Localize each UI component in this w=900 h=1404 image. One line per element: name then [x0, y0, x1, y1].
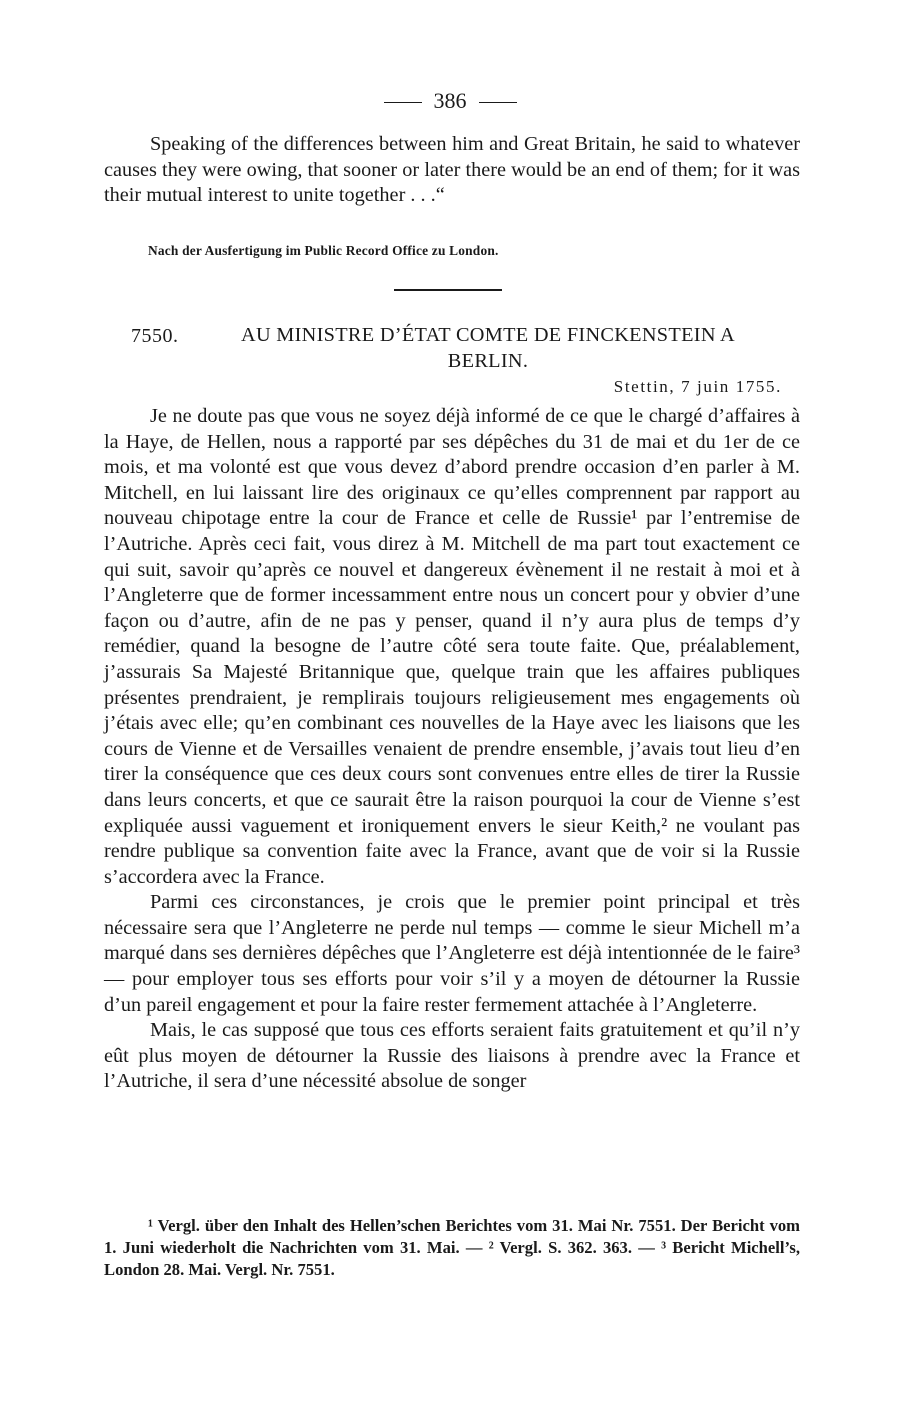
dateline: Stettin, 7 juin 1755. — [613, 377, 782, 396]
source-note: Nach der Ausfertigung im Public Record Office zu London. — [148, 243, 499, 258]
document-number: 7550. — [131, 325, 179, 347]
opening-block — [104, 132, 800, 209]
letter-paragraph-1: Je ne doute pas que vous ne soyez déjà informé de ce que le chargé d’affaires à la Haye, de Hellen, nous a rapporté par ses dépêches du 31 de mai et du 1er de ce mois, et ma volonté est que vous devez d’abord prendre occasion d’en parler à M. Mitchell, en lui laissant lire des originaux ce qu’elles comprennent par rapport au nouveau chipotage entre la cour de France et celle de Russie¹ par l’entremise de l’Autriche. Après ceci fait, vous direz à M. Mitchell de ma part tout exactement ce qui suit, savoir qu’après ce nouvel et dangereux évènement il ne restait à moi et à l’Angleterre que de former incessamment entre nous un concert pour y obvier d’une façon ou d’autre, afin de ne pas y penser, quand il n’y aura plus de temps d’y remédier, quand la besogne de l’autre côté sera toute faite. Que, préalablement, j’assurais Sa Majesté Britannique que, quelque train que les affaires publiques présentes prendraient, je remplirais toujours religieusement mes engagements où j’étais avec elle; qu’en combinant ces nouvelles de la Haye avec les liaisons que les cours de Vienne et de Versailles venaient de prendre ensemble, j’avais tout lieu d’en tirer la conséquence que ces deux cours sont convenues entre elles de tirer la Russie dans leurs concerts, et que ce saurait être la raison pourquoi la cour de Vienne s’est expliquée aussi vaguement et ironiquement envers le sieur Keith,² ne voulant pas rendre publique sa convention faite avec la France, avant que de voir si la Russie s’accordera avec la France. — [104, 405, 800, 888]
letter-paragraph-2: Parmi ces circonstances, je crois que le premier point principal et très nécessaire sera que l’Angleterre ne perde nul temps — comme le sieur Michell m’a marqué dans ses dernières dépêches que l’Angleterre est déjà intentionnée de le faire³ — pour employer tous ses efforts pour voir s’il y a moyen de détourner la Russie d’un pareil engagement et pour la faire rester fermement attachée à l’Angleterre. — [104, 891, 800, 1016]
section-divider — [394, 289, 502, 291]
header-dash-right — [479, 102, 517, 103]
opening-paragraph: Speaking of the differences between him and Great Britain, he said to whatever causes they were owing, that sooner or later there would be an end of them; for it was their mutual interest to unite together . . .“ — [104, 133, 800, 207]
footnotes — [104, 1215, 800, 1280]
page-number: 386 — [433, 88, 467, 113]
letter-body — [104, 404, 800, 1095]
page-header — [0, 86, 900, 116]
letter-paragraph-3: Mais, le cas supposé que tous ces efforts seraient faits gratuitement et qu’il n’y eût plus moyen de détourner la Russie des liaisons à prendre avec la France et l’Autriche, il sera d’une nécessité absolue de songer — [104, 1019, 800, 1093]
header-dash-left — [384, 102, 422, 103]
footnote-text: ¹ Vergl. über den Inhalt des Hellen’schen Berichtes vom 31. Mai Nr. 7551. Der Bericht vom 1. Juni wiederholt die Nachrichten vom 31. Mai. — ² Vergl. S. 362. 363. — ³ Bericht Michell’s, London 28. Mai. Vergl. Nr. 7551. — [104, 1216, 800, 1279]
letter-heading: AU MINISTRE D’ÉTAT COMTE DE FINCKENSTEIN A BERLIN. — [241, 324, 735, 372]
